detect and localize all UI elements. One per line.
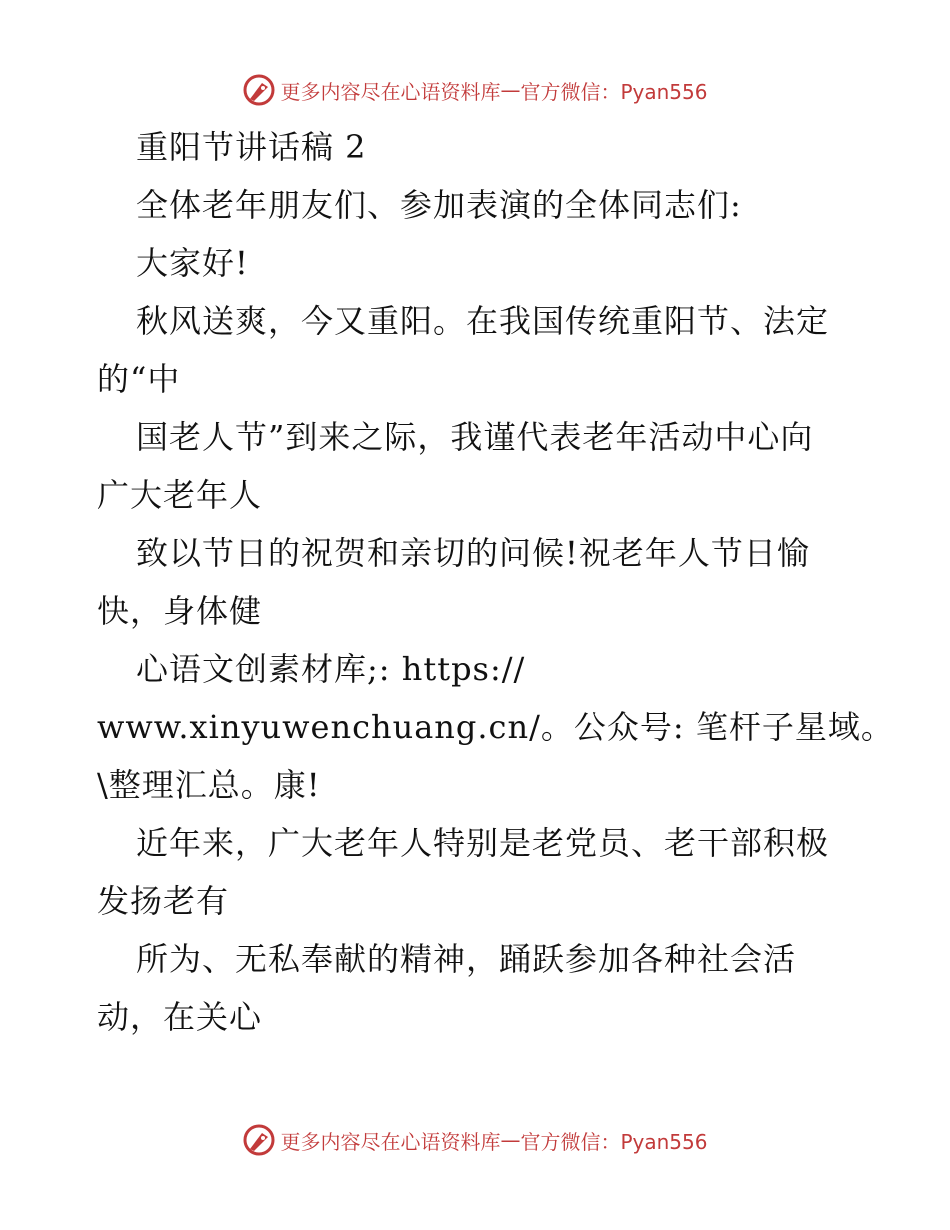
salutation: 全体老年朋友们、参加表演的全体同志们: bbox=[136, 186, 742, 224]
paragraph-line: 快，身体健 bbox=[97, 592, 263, 630]
footer-separator: — bbox=[500, 1128, 521, 1152]
footer-weixin: 官方微信：Pyan556 bbox=[520, 1129, 708, 1154]
paragraph-line: 近年来，广大老年人特别是老党员、老干部积极 bbox=[136, 824, 830, 862]
paragraph-line: 发扬老有 bbox=[97, 882, 230, 920]
paragraph-line: 广大老年人 bbox=[97, 476, 263, 514]
header-separator: — bbox=[500, 78, 521, 102]
paragraph-line: 所为、无私奉献的精神，踊跃参加各种社会活 bbox=[136, 940, 797, 978]
paragraph-line: 国老人节”到来之际，我谨代表老年活动中心向 bbox=[136, 418, 814, 456]
header-banner bbox=[0, 70, 950, 110]
paragraph-line: 的“中 bbox=[97, 360, 181, 398]
footer-title: 更多内容尽在心语资料库 bbox=[280, 1129, 501, 1154]
paragraph-line: 秋风送爽，今又重阳。在我国传统重阳节、法定 bbox=[136, 302, 830, 340]
greeting: 大家好! bbox=[136, 244, 249, 282]
header-weixin: 官方微信：Pyan556 bbox=[520, 79, 708, 104]
paragraph-line: \整理汇总。康! bbox=[97, 766, 321, 804]
doc-title: 重阳节讲话稿 2 bbox=[136, 128, 367, 166]
document-body bbox=[97, 118, 894, 1046]
paragraph-line: 动，在关心 bbox=[97, 998, 263, 1036]
paragraph-line: 致以节日的祝贺和亲切的问候!祝老年人节日愉 bbox=[136, 534, 810, 572]
pen-nib-logo-icon bbox=[242, 73, 276, 107]
header-title: 更多内容尽在心语资料库 bbox=[280, 79, 501, 104]
footer-banner bbox=[0, 1120, 950, 1160]
pen-nib-logo-icon bbox=[242, 1123, 276, 1157]
paragraph-line: 心语文创素材库;: https:// bbox=[136, 650, 526, 688]
paragraph-line: www.xinyuwenchuang.cn/。公众号: 笔杆子星域。 bbox=[97, 708, 894, 746]
